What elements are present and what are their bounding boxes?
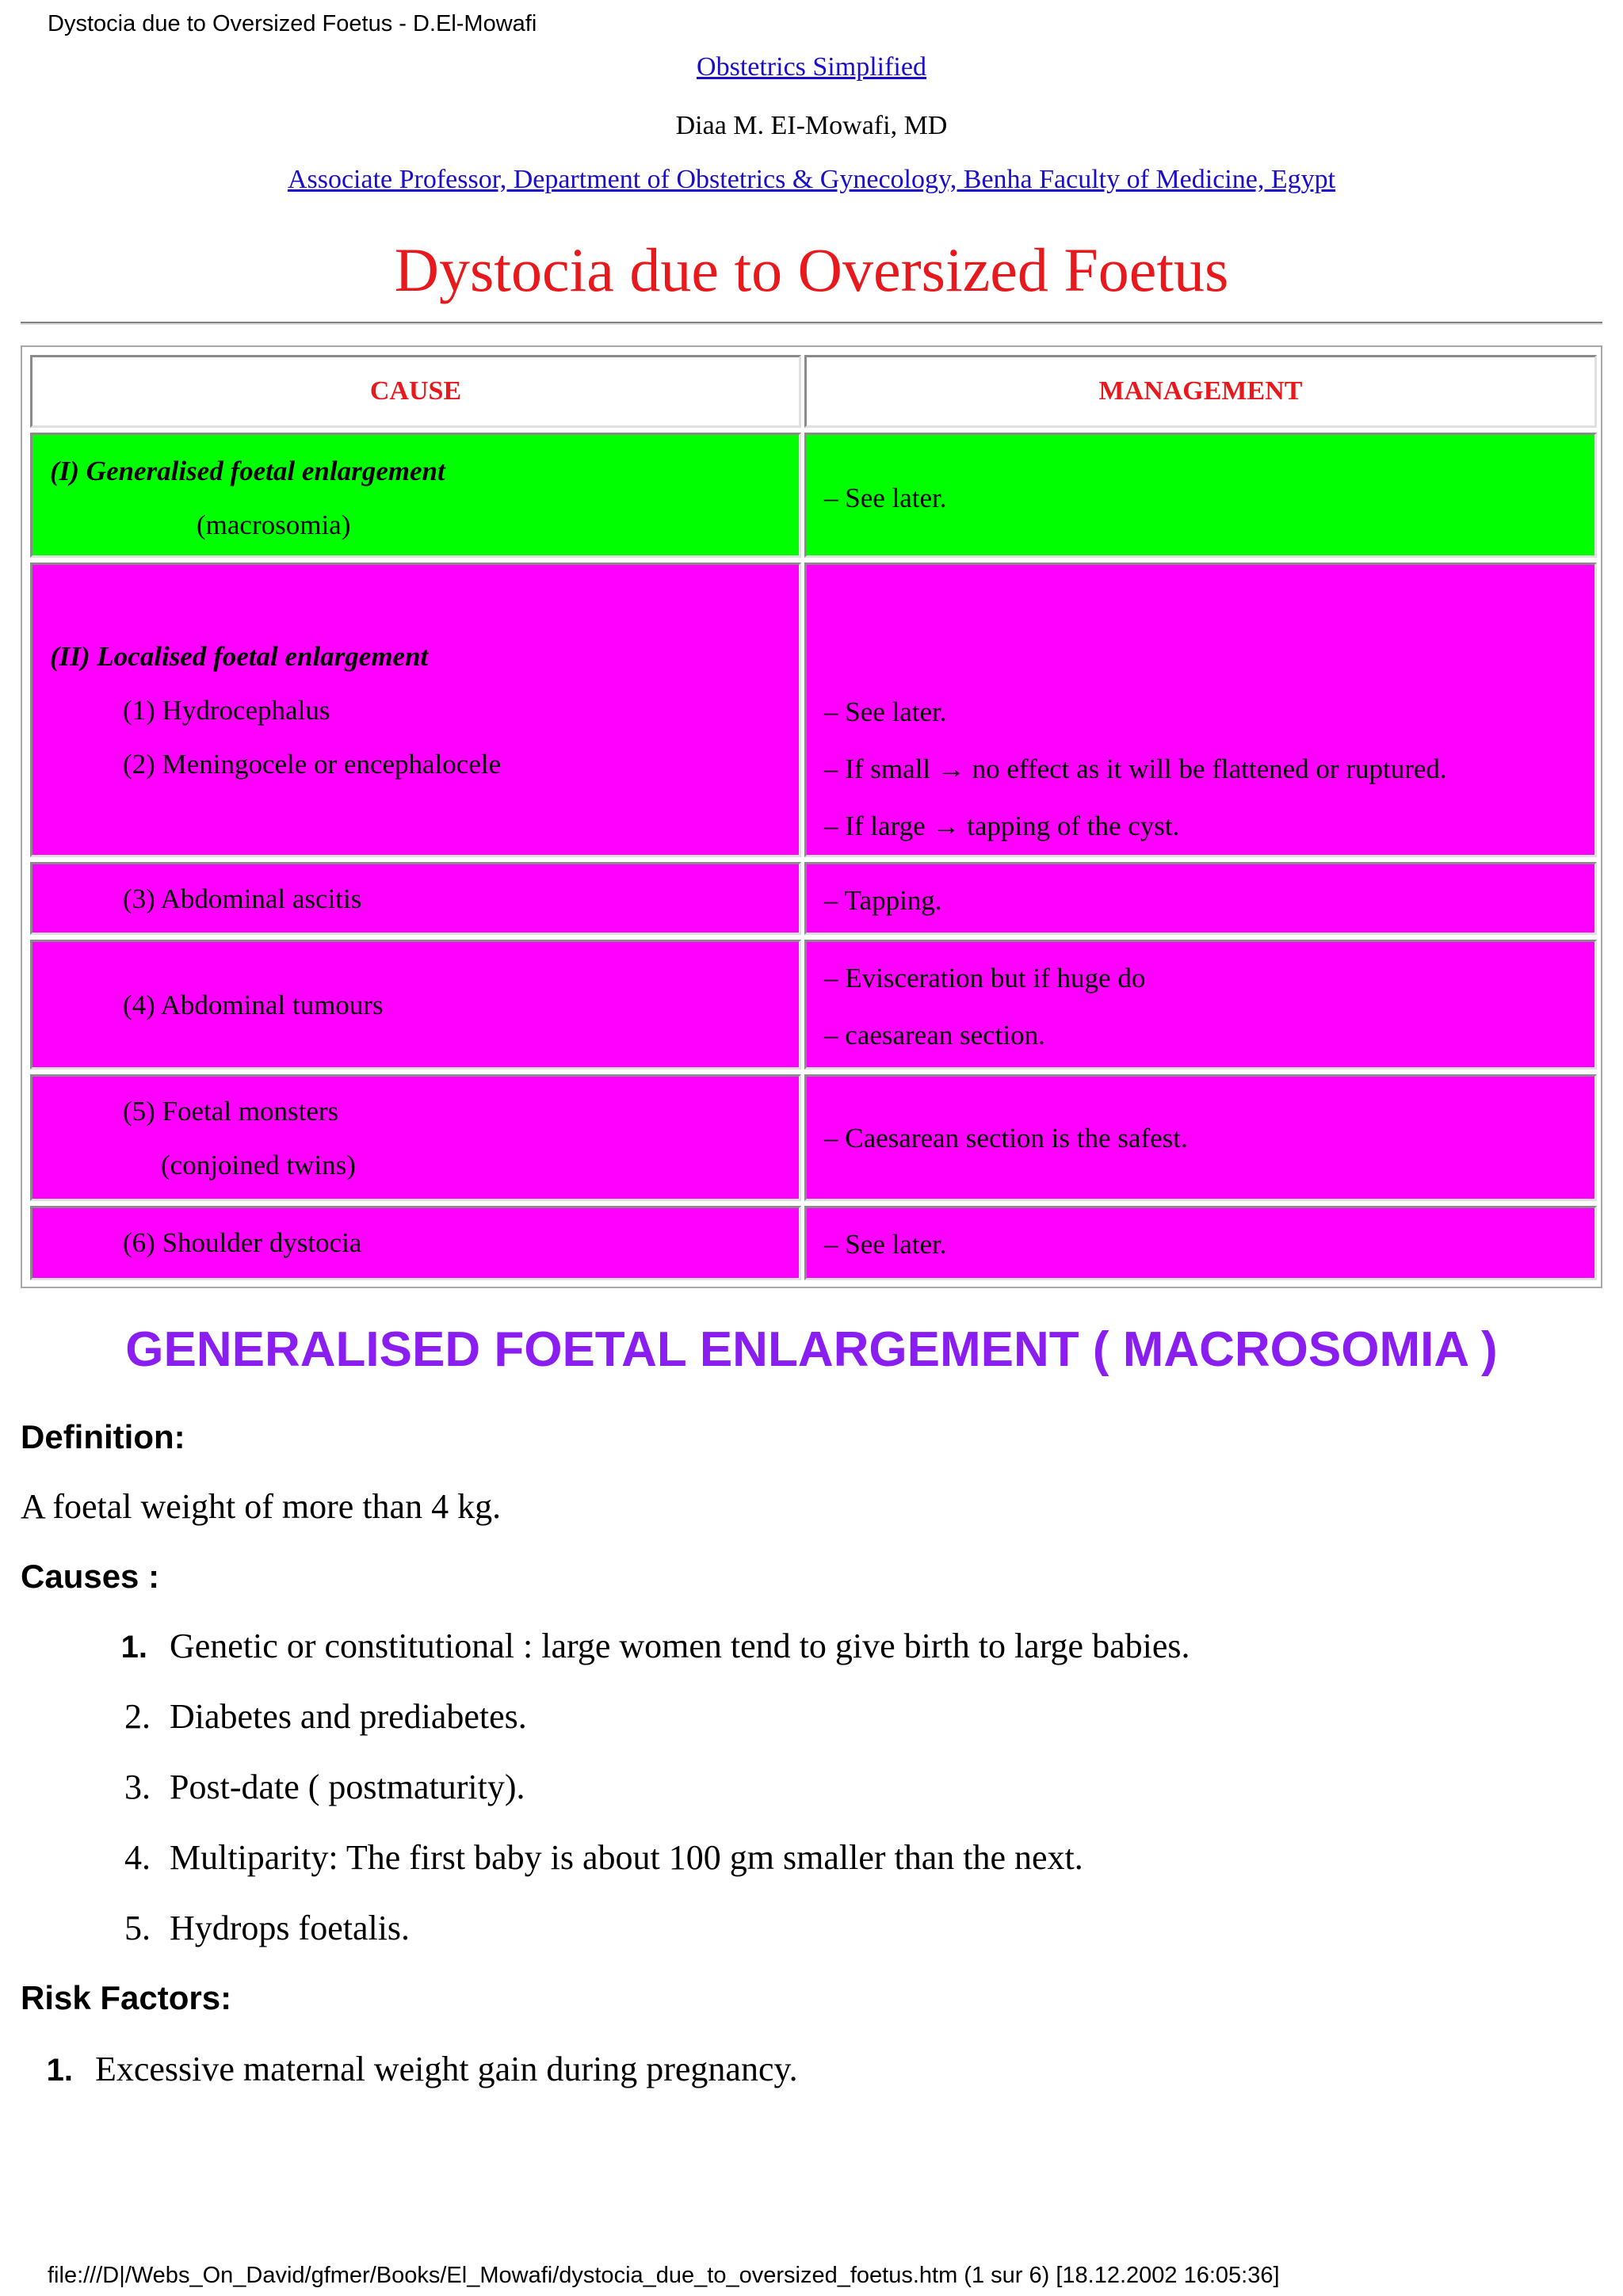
management-text: – See later. [824, 696, 947, 727]
list-item: 3. Post-date ( postmaturity). [124, 1768, 525, 1806]
top-link-container [0, 52, 1623, 82]
definition-text: A foetal weight of more than 4 kg. [21, 1487, 502, 1526]
print-header: Dystocia due to Oversized Foetus - D.El-Mowafi [48, 11, 537, 36]
table-row-cause [30, 1206, 801, 1280]
table-row-management [804, 862, 1597, 935]
cause-text: (2) Meningocele or encephalocele [123, 749, 502, 780]
cause-subtext: (conjoined twins) [161, 1150, 356, 1180]
table-row-cause [30, 1074, 801, 1201]
management-text: – Tapping. [824, 885, 942, 916]
horizontal-rule [21, 322, 1602, 325]
management-text: – See later. [824, 482, 947, 513]
print-footer: file:///D|/Webs_On_David/gfmer/Books/El_Mowafi/dystocia_due_to_oversized_foetus.htm (1 sur 6) [18.12.2002 16:05:36] [48, 2263, 1280, 2288]
management-text: – Evisceration but if huge do [824, 963, 1146, 994]
table-row-management [804, 940, 1597, 1070]
table-row-cause [30, 940, 801, 1070]
cause-text: (3) Abdominal ascitis [123, 883, 362, 914]
management-text: – If small → no effect as it will be flattened or ruptured. [824, 753, 1447, 784]
table-row-management [804, 1074, 1597, 1201]
header-management: MANAGEMENT [804, 355, 1597, 428]
affiliation-container [0, 165, 1623, 195]
cause-text: (5) Foetal monsters [123, 1096, 339, 1127]
cause-text: (1) Hydrocephalus [123, 695, 330, 726]
table-row-cause [30, 862, 801, 935]
table-row-management [804, 433, 1597, 558]
cause-heading: (I) Generalised foetal enlargement [50, 456, 445, 486]
list-item: 1. Genetic or constitutional : large women tend to give birth to large babies. [120, 1627, 1190, 1665]
management-text: – If large → tapping of the cyst. [824, 810, 1180, 841]
list-item: 5. Hydrops foetalis. [124, 1909, 411, 1947]
header-cause: CAUSE [30, 355, 801, 428]
cause-subtext: (macrosomia) [197, 509, 351, 540]
cause-text: (4) Abdominal tumours [123, 990, 384, 1020]
list-item: 4. Multiparity: The first baby is about 100 gm smaller than the next. [124, 1838, 1083, 1877]
management-text: – Caesarean section is the safest. [824, 1123, 1188, 1154]
causes-label: Causes : [21, 1558, 160, 1595]
cause-text: (6) Shoulder dystocia [123, 1227, 362, 1258]
definition-label: Definition: [21, 1418, 185, 1455]
list-item: 2. Diabetes and prediabetes. [124, 1697, 527, 1736]
cause-management-table [21, 345, 1602, 1288]
table-row-cause [30, 433, 801, 558]
risk-factors-label: Risk Factors: [21, 1979, 232, 2016]
table-row-management [804, 563, 1597, 857]
list-item: 1. Excessive maternal weight gain during pregnancy. [46, 2050, 798, 2088]
management-text: – See later. [824, 1229, 947, 1260]
page-title: Dystocia due to Oversized Foetus [394, 235, 1229, 304]
author-name: Diaa M. EI-Mowafi, MD [675, 111, 948, 140]
obstetrics-simplified-link[interactable]: Obstetrics Simplified [697, 52, 926, 82]
management-text: – caesarean section. [824, 1020, 1045, 1051]
table-row-cause [30, 563, 801, 857]
cause-heading: (II) Localised foetal enlargement [50, 641, 429, 672]
table-row-management [804, 1206, 1597, 1280]
affiliation-link[interactable]: Associate Professor, Department of Obstetrics & Gynecology, Benha Faculty of Medicine, Egypt [287, 165, 1336, 194]
section-heading: GENERALISED FOETAL ENLARGEMENT ( MACROSOMIA ) [125, 1322, 1498, 1377]
